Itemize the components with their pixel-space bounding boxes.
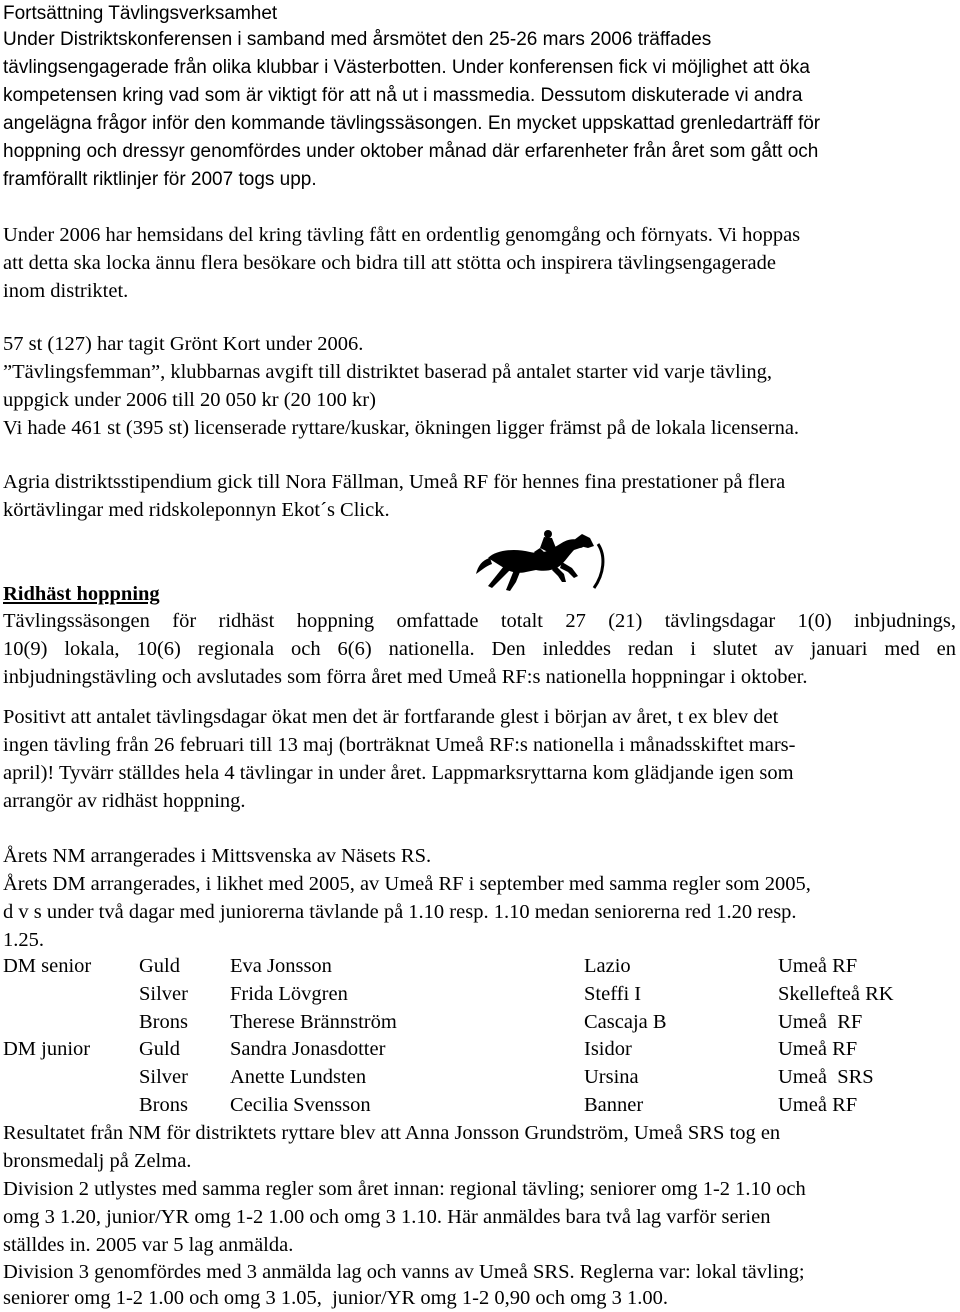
dm-line-3: 1.25.: [3, 929, 44, 951]
header-line-1: Under Distriktskonferensen i samband med årsmötet den 25-26 mars 2006 träffades: [3, 29, 712, 50]
agria-line-2: körtävlingar med ridskoleponnyn Ekot´s Click.: [3, 499, 390, 521]
result-club: Umeå SRS: [778, 1066, 874, 1088]
closing-line-5: ställdes in. 2005 var 5 lag anmälda.: [3, 1234, 294, 1256]
show-jumping-horse-icon: [474, 528, 610, 596]
website-line-3: inom distriktet.: [3, 280, 129, 302]
result-club: Umeå RF: [778, 1038, 858, 1060]
result-rider: Anette Lundsten: [230, 1066, 367, 1088]
positive-line-3: april)! Tyvärr ställdes hela 4 tävlingar in under året. Lappmarksryttarna kom glädjande igen som: [3, 762, 794, 784]
stats-line-1: 57 st (127) har tagit Grönt Kort under 2006.: [3, 333, 364, 355]
closing-line-2: bronsmedalj på Zelma.: [3, 1150, 192, 1172]
closing-line-1: Resultatet från NM för distriktets ryttare blev att Anna Jonsson Grundström, Umeå SRS tog en: [3, 1122, 781, 1144]
website-line-1: Under 2006 har hemsidans del kring tävling fått en ordentlig genomgång och förnyats. Vi hoppas: [3, 224, 801, 246]
result-medal: Guld: [139, 955, 180, 977]
season-line-3: inbjudningstävling och avslutades som förra året med Umeå RF:s nationella hoppningar i oktober.: [3, 666, 808, 688]
positive-line-2: ingen tävling från 26 februari till 13 maj (borträknat Umeå RF:s nationella i månadsskiftet mars-: [3, 734, 796, 756]
result-rider: Sandra Jonasdotter: [230, 1038, 386, 1060]
result-medal: Guld: [139, 1038, 180, 1060]
season-line-2: 10(9) lokala, 10(6) regionala och 6(6) nationella. Den inleddes redan i slutet av januari med en: [3, 638, 956, 660]
result-rider: Therese Brännström: [230, 1011, 397, 1033]
website-line-2: att detta ska locka ännu flera besökare och bidra till att stötta och inspirera tävlingsengagerade: [3, 252, 777, 274]
result-medal: Silver: [139, 983, 188, 1005]
result-club: Skellefteå RK: [778, 983, 894, 1005]
header-line-5: hoppning och dressyr genomfördes under oktober månad där erfarenheter från året som gått och: [3, 141, 819, 162]
result-rider: Frida Lövgren: [230, 983, 348, 1005]
result-rider: Cecilia Svensson: [230, 1094, 371, 1116]
stats-line-2: ”Tävlingsfemman”, klubbarnas avgift till distriktet baserad på antalet starter vid varje tävling,: [3, 361, 773, 383]
closing-line-4: omg 3 1.20, junior/YR omg 1-2 1.00 och omg 3 1.10. Här anmäldes bara två lag varför serien: [3, 1206, 771, 1228]
dm-line-2: d v s under två dagar med juniorerna tävlande på 1.10 resp. 1.10 medan seniorerna red 1.20 resp.: [3, 901, 797, 923]
section-title: Ridhäst hoppning: [3, 583, 160, 605]
result-club: Umeå RF: [778, 1011, 863, 1033]
result-category: DM junior: [3, 1038, 91, 1060]
result-horse: Ursina: [584, 1066, 639, 1088]
header-line-4: angelägna frågor inför den kommande tävlingssäsongen. En mycket uppskattad grenledarträff för: [3, 113, 821, 134]
result-horse: Banner: [584, 1094, 644, 1116]
nm-line: Årets NM arrangerades i Mittsvenska av Näsets RS.: [3, 845, 432, 867]
closing-line-3: Division 2 utlystes med samma regler som året innan: regional tävling; seniorer omg 1-2 1.10 och: [3, 1178, 806, 1200]
stats-line-3: uppgick under 2006 till 20 050 kr (20 100 kr): [3, 389, 376, 411]
dm-line-1: Årets DM arrangerades, i likhet med 2005, av Umeå RF i september med samma regler som 2005,: [3, 873, 811, 895]
positive-line-1: Positivt att antalet tävlingsdagar ökat men det är fortfarande glest i början av året, t ex blev det: [3, 706, 779, 728]
positive-line-4: arrangör av ridhäst hoppning.: [3, 790, 246, 812]
result-horse: Cascaja B: [584, 1011, 667, 1033]
closing-line-7: seniorer omg 1-2 1.00 och omg 3 1.05, junior/YR omg 1-2 0,90 och omg 3 1.00.: [3, 1287, 669, 1309]
header-line-2: tävlingsengagerade från olika klubbar i Västerbotten. Under konferensen fick vi möjlighet att öka: [3, 57, 810, 78]
result-horse: Isidor: [584, 1038, 632, 1060]
result-club: Umeå RF: [778, 1094, 858, 1116]
result-medal: Brons: [139, 1094, 188, 1116]
result-horse: Lazio: [584, 955, 631, 977]
result-medal: Silver: [139, 1066, 188, 1088]
header-line-3: kompetensen kring vad som är viktigt för att nå ut i massmedia. Dessutom diskuterade vi andra: [3, 85, 803, 106]
result-club: Umeå RF: [778, 955, 858, 977]
result-horse: Steffi I: [584, 983, 642, 1005]
closing-line-6: Division 3 genomfördes med 3 anmälda lag och vanns av Umeå SRS. Reglerna var: lokal tävling;: [3, 1261, 805, 1283]
stats-line-4: Vi hade 461 st (395 st) licenserade ryttare/kuskar, ökningen ligger främst på de lokala licenserna.: [3, 417, 800, 439]
result-category: DM senior: [3, 955, 92, 977]
season-line-1: Tävlingssäsongen för ridhäst hoppning omfattade totalt 27 (21) tävlingsdagar 1(0) inbjudnings,: [3, 610, 956, 632]
header-line-6: framförallt riktlinjer för 2007 togs upp.: [3, 169, 317, 190]
result-medal: Brons: [139, 1011, 188, 1033]
agria-line-1: Agria distriktsstipendium gick till Nora Fällman, Umeå RF för hennes fina prestationer på flera: [3, 471, 786, 493]
result-rider: Eva Jonsson: [230, 955, 332, 977]
document-title: Fortsättning Tävlingsverksamhet: [3, 3, 278, 24]
